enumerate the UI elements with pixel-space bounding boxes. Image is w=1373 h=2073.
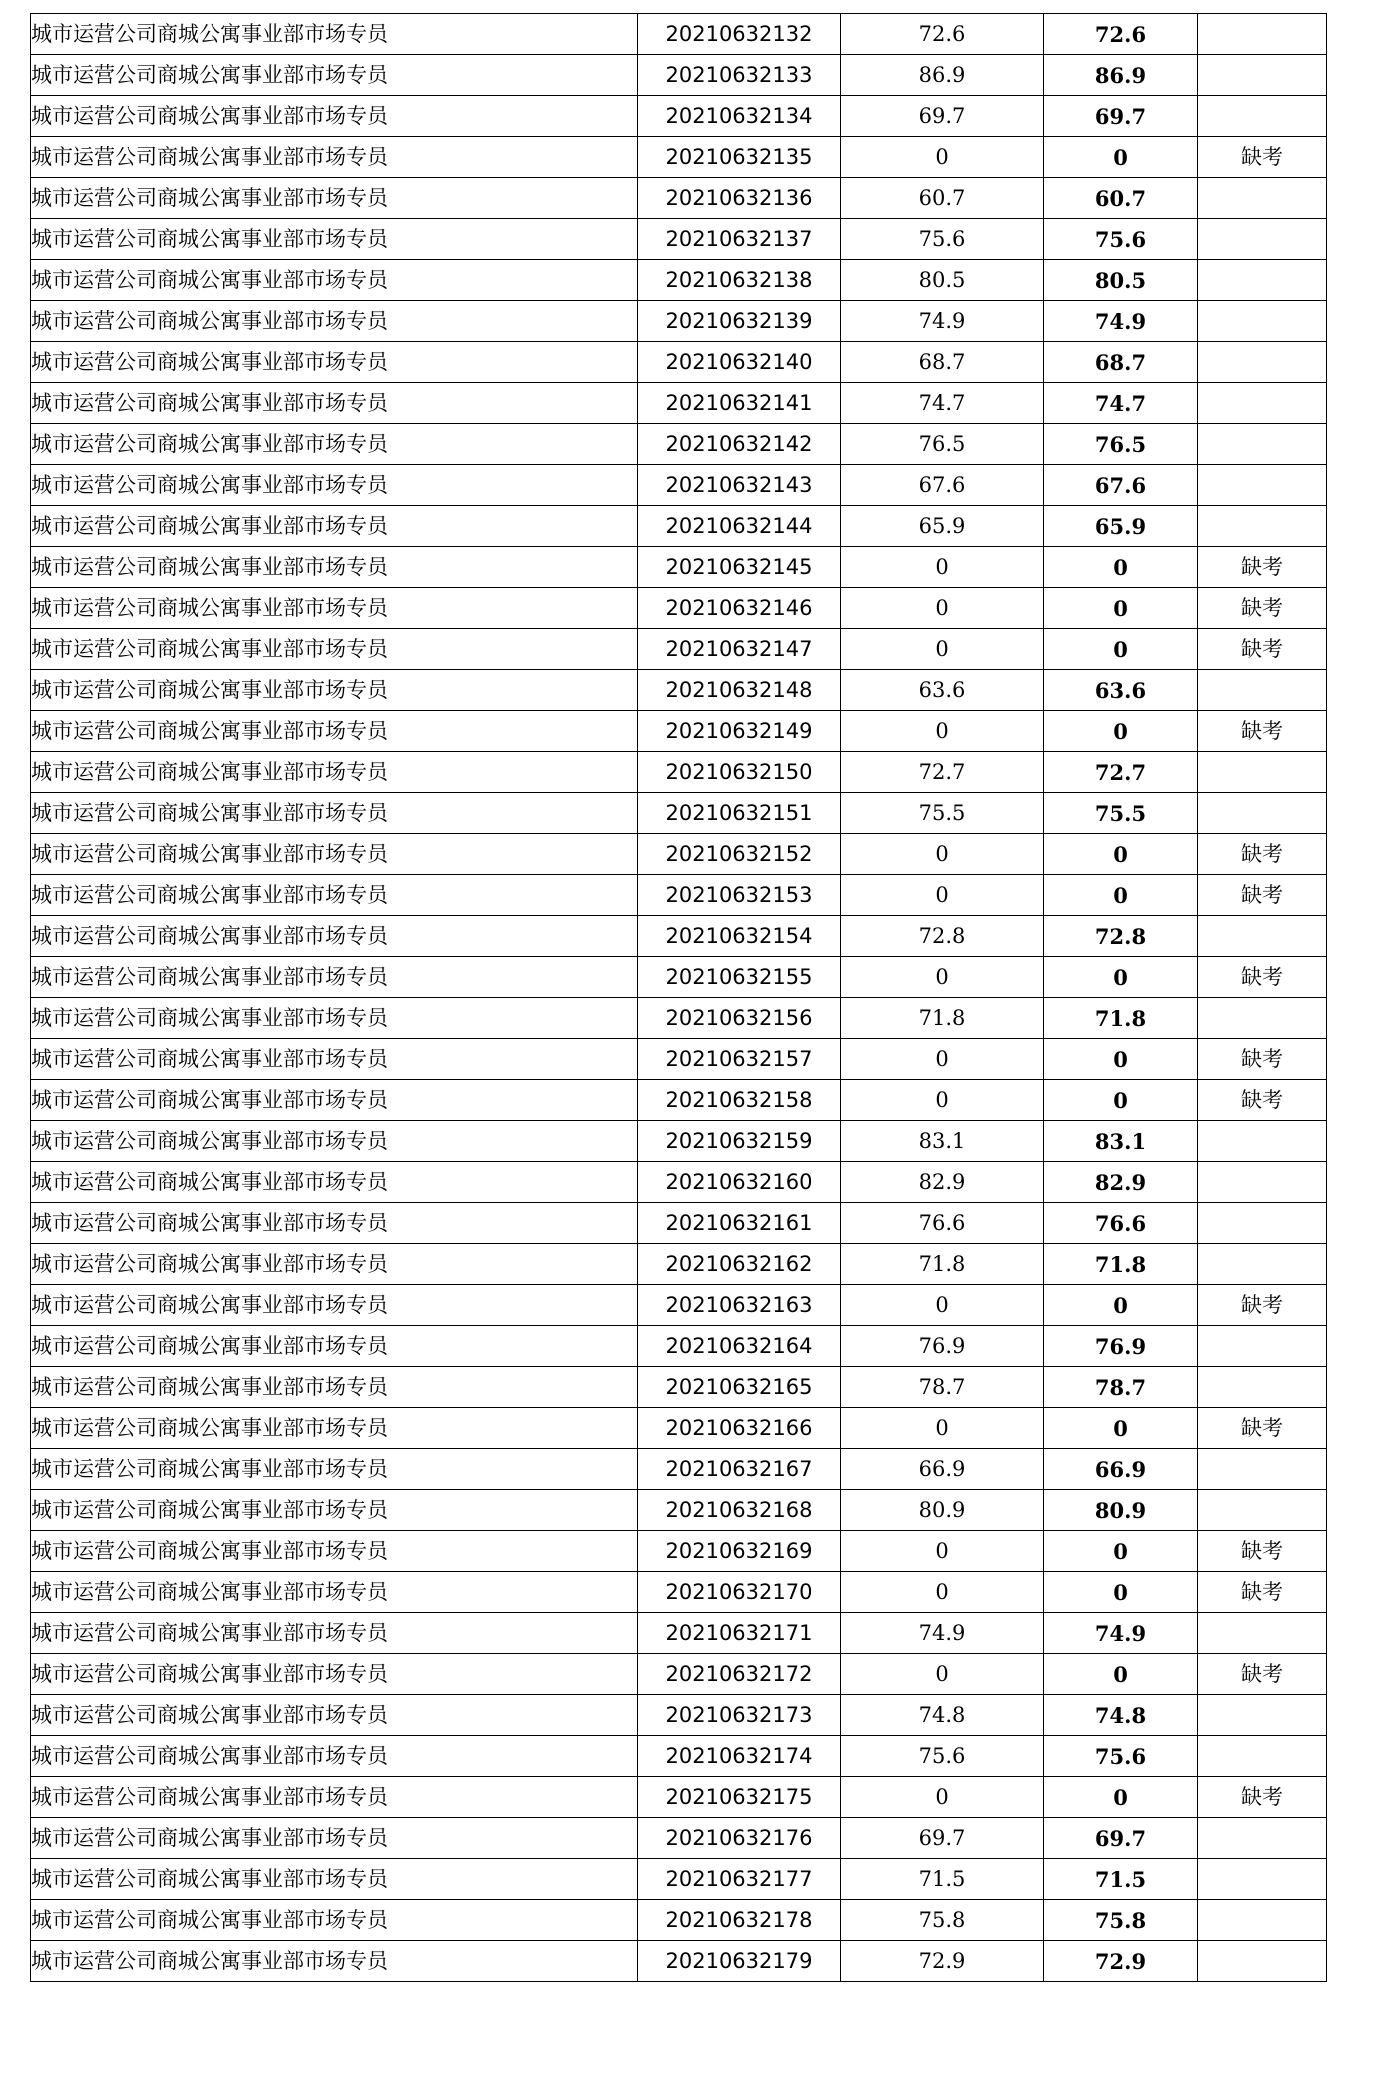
table-row <box>31 670 1327 711</box>
written-score-cell: 72.6 <box>841 14 1044 55</box>
table-row <box>31 424 1327 465</box>
note-cell: 缺考 <box>1198 1285 1327 1326</box>
table-row <box>31 1367 1327 1408</box>
total-score-cell: 66.9 <box>1044 1449 1198 1490</box>
note-cell <box>1198 1941 1327 1982</box>
exam-id-cell: 20210632164 <box>638 1326 841 1367</box>
table-row <box>31 506 1327 547</box>
note-cell <box>1198 1326 1327 1367</box>
written-score-cell: 71.5 <box>841 1859 1044 1900</box>
total-score-cell: 74.7 <box>1044 383 1198 424</box>
position-cell: 城市运营公司商城公寓事业部市场专员 <box>31 1572 638 1613</box>
note-cell: 缺考 <box>1198 1408 1327 1449</box>
note-cell <box>1198 301 1327 342</box>
table-row <box>31 1900 1327 1941</box>
written-score-cell: 80.5 <box>841 260 1044 301</box>
total-score-cell: 76.5 <box>1044 424 1198 465</box>
exam-id-cell: 20210632178 <box>638 1900 841 1941</box>
note-cell <box>1198 1162 1327 1203</box>
total-score-cell: 72.9 <box>1044 1941 1198 1982</box>
exam-id-cell: 20210632169 <box>638 1531 841 1572</box>
written-score-cell: 67.6 <box>841 465 1044 506</box>
position-cell: 城市运营公司商城公寓事业部市场专员 <box>31 711 638 752</box>
position-cell: 城市运营公司商城公寓事业部市场专员 <box>31 588 638 629</box>
position-cell: 城市运营公司商城公寓事业部市场专员 <box>31 793 638 834</box>
position-cell: 城市运营公司商城公寓事业部市场专员 <box>31 1203 638 1244</box>
table-row <box>31 342 1327 383</box>
written-score-cell: 0 <box>841 711 1044 752</box>
note-cell: 缺考 <box>1198 711 1327 752</box>
table-row <box>31 96 1327 137</box>
note-cell <box>1198 178 1327 219</box>
written-score-cell: 69.7 <box>841 1818 1044 1859</box>
note-cell <box>1198 1613 1327 1654</box>
table-row <box>31 998 1327 1039</box>
score-table-body <box>31 14 1327 1982</box>
note-cell <box>1198 793 1327 834</box>
written-score-cell: 80.9 <box>841 1490 1044 1531</box>
total-score-cell: 76.9 <box>1044 1326 1198 1367</box>
table-row <box>31 14 1327 55</box>
exam-id-cell: 20210632148 <box>638 670 841 711</box>
exam-id-cell: 20210632161 <box>638 1203 841 1244</box>
total-score-cell: 80.9 <box>1044 1490 1198 1531</box>
note-cell <box>1198 383 1327 424</box>
total-score-cell: 72.8 <box>1044 916 1198 957</box>
exam-id-cell: 20210632135 <box>638 137 841 178</box>
table-row <box>31 1572 1327 1613</box>
table-row <box>31 1408 1327 1449</box>
exam-id-cell: 20210632153 <box>638 875 841 916</box>
note-cell <box>1198 1695 1327 1736</box>
exam-id-cell: 20210632152 <box>638 834 841 875</box>
note-cell: 缺考 <box>1198 1080 1327 1121</box>
position-cell: 城市运营公司商城公寓事业部市场专员 <box>31 1613 638 1654</box>
table-row <box>31 1039 1327 1080</box>
exam-id-cell: 20210632137 <box>638 219 841 260</box>
note-cell <box>1198 998 1327 1039</box>
table-row <box>31 916 1327 957</box>
exam-id-cell: 20210632151 <box>638 793 841 834</box>
exam-id-cell: 20210632144 <box>638 506 841 547</box>
total-score-cell: 75.8 <box>1044 1900 1198 1941</box>
written-score-cell: 76.5 <box>841 424 1044 465</box>
total-score-cell: 71.8 <box>1044 1244 1198 1285</box>
total-score-cell: 74.9 <box>1044 301 1198 342</box>
position-cell: 城市运营公司商城公寓事业部市场专员 <box>31 1736 638 1777</box>
exam-id-cell: 20210632146 <box>638 588 841 629</box>
exam-id-cell: 20210632177 <box>638 1859 841 1900</box>
total-score-cell: 63.6 <box>1044 670 1198 711</box>
written-score-cell: 0 <box>841 875 1044 916</box>
exam-id-cell: 20210632156 <box>638 998 841 1039</box>
table-row <box>31 1695 1327 1736</box>
exam-id-cell: 20210632155 <box>638 957 841 998</box>
exam-id-cell: 20210632142 <box>638 424 841 465</box>
total-score-cell: 0 <box>1044 1039 1198 1080</box>
exam-id-cell: 20210632173 <box>638 1695 841 1736</box>
table-row <box>31 1736 1327 1777</box>
table-row <box>31 793 1327 834</box>
note-cell: 缺考 <box>1198 834 1327 875</box>
position-cell: 城市运营公司商城公寓事业部市场专员 <box>31 178 638 219</box>
written-score-cell: 76.9 <box>841 1326 1044 1367</box>
table-row <box>31 1162 1327 1203</box>
position-cell: 城市运营公司商城公寓事业部市场专员 <box>31 219 638 260</box>
exam-id-cell: 20210632139 <box>638 301 841 342</box>
note-cell: 缺考 <box>1198 1654 1327 1695</box>
note-cell <box>1198 424 1327 465</box>
written-score-cell: 74.9 <box>841 301 1044 342</box>
note-cell <box>1198 1449 1327 1490</box>
total-score-cell: 65.9 <box>1044 506 1198 547</box>
total-score-cell: 71.8 <box>1044 998 1198 1039</box>
total-score-cell: 0 <box>1044 629 1198 670</box>
position-cell: 城市运营公司商城公寓事业部市场专员 <box>31 424 638 465</box>
exam-id-cell: 20210632138 <box>638 260 841 301</box>
written-score-cell: 72.7 <box>841 752 1044 793</box>
total-score-cell: 82.9 <box>1044 1162 1198 1203</box>
exam-id-cell: 20210632175 <box>638 1777 841 1818</box>
note-cell: 缺考 <box>1198 957 1327 998</box>
position-cell: 城市运营公司商城公寓事业部市场专员 <box>31 957 638 998</box>
total-score-cell: 0 <box>1044 875 1198 916</box>
note-cell: 缺考 <box>1198 1039 1327 1080</box>
note-cell <box>1198 1244 1327 1285</box>
position-cell: 城市运营公司商城公寓事业部市场专员 <box>31 260 638 301</box>
note-cell <box>1198 96 1327 137</box>
table-row <box>31 137 1327 178</box>
written-score-cell: 0 <box>841 1572 1044 1613</box>
total-score-cell: 80.5 <box>1044 260 1198 301</box>
note-cell: 缺考 <box>1198 875 1327 916</box>
table-row <box>31 1203 1327 1244</box>
table-row <box>31 834 1327 875</box>
note-cell: 缺考 <box>1198 1531 1327 1572</box>
table-row <box>31 1490 1327 1531</box>
written-score-cell: 72.9 <box>841 1941 1044 1982</box>
note-cell <box>1198 1859 1327 1900</box>
position-cell: 城市运营公司商城公寓事业部市场专员 <box>31 1695 638 1736</box>
written-score-cell: 83.1 <box>841 1121 1044 1162</box>
note-cell <box>1198 1490 1327 1531</box>
total-score-cell: 0 <box>1044 1572 1198 1613</box>
score-table <box>30 13 1327 1982</box>
position-cell: 城市运营公司商城公寓事业部市场专员 <box>31 547 638 588</box>
table-row <box>31 1941 1327 1982</box>
position-cell: 城市运营公司商城公寓事业部市场专员 <box>31 1285 638 1326</box>
position-cell: 城市运营公司商城公寓事业部市场专员 <box>31 834 638 875</box>
written-score-cell: 63.6 <box>841 670 1044 711</box>
note-cell <box>1198 670 1327 711</box>
written-score-cell: 0 <box>841 834 1044 875</box>
exam-id-cell: 20210632143 <box>638 465 841 506</box>
table-row <box>31 1244 1327 1285</box>
exam-id-cell: 20210632147 <box>638 629 841 670</box>
total-score-cell: 0 <box>1044 957 1198 998</box>
written-score-cell: 0 <box>841 629 1044 670</box>
table-row <box>31 1080 1327 1121</box>
position-cell: 城市运营公司商城公寓事业部市场专员 <box>31 1531 638 1572</box>
position-cell: 城市运营公司商城公寓事业部市场专员 <box>31 1039 638 1080</box>
total-score-cell: 69.7 <box>1044 96 1198 137</box>
total-score-cell: 72.6 <box>1044 14 1198 55</box>
table-row <box>31 465 1327 506</box>
written-score-cell: 0 <box>841 1080 1044 1121</box>
written-score-cell: 82.9 <box>841 1162 1044 1203</box>
table-row <box>31 1449 1327 1490</box>
note-cell: 缺考 <box>1198 137 1327 178</box>
position-cell: 城市运营公司商城公寓事业部市场专员 <box>31 55 638 96</box>
score-sheet <box>30 13 1326 1982</box>
exam-id-cell: 20210632149 <box>638 711 841 752</box>
written-score-cell: 0 <box>841 588 1044 629</box>
note-cell <box>1198 342 1327 383</box>
note-cell <box>1198 1367 1327 1408</box>
table-row <box>31 629 1327 670</box>
total-score-cell: 0 <box>1044 588 1198 629</box>
written-score-cell: 75.5 <box>841 793 1044 834</box>
note-cell: 缺考 <box>1198 1777 1327 1818</box>
written-score-cell: 68.7 <box>841 342 1044 383</box>
table-row <box>31 588 1327 629</box>
note-cell <box>1198 260 1327 301</box>
table-row <box>31 301 1327 342</box>
written-score-cell: 60.7 <box>841 178 1044 219</box>
table-row <box>31 1818 1327 1859</box>
position-cell: 城市运营公司商城公寓事业部市场专员 <box>31 301 638 342</box>
note-cell <box>1198 55 1327 96</box>
exam-id-cell: 20210632154 <box>638 916 841 957</box>
total-score-cell: 75.6 <box>1044 1736 1198 1777</box>
position-cell: 城市运营公司商城公寓事业部市场专员 <box>31 1859 638 1900</box>
table-row <box>31 1777 1327 1818</box>
position-cell: 城市运营公司商城公寓事业部市场专员 <box>31 1408 638 1449</box>
exam-id-cell: 20210632172 <box>638 1654 841 1695</box>
total-score-cell: 67.6 <box>1044 465 1198 506</box>
exam-id-cell: 20210632165 <box>638 1367 841 1408</box>
position-cell: 城市运营公司商城公寓事业部市场专员 <box>31 1367 638 1408</box>
total-score-cell: 76.6 <box>1044 1203 1198 1244</box>
note-cell: 缺考 <box>1198 588 1327 629</box>
written-score-cell: 65.9 <box>841 506 1044 547</box>
table-row <box>31 1859 1327 1900</box>
note-cell <box>1198 465 1327 506</box>
exam-id-cell: 20210632133 <box>638 55 841 96</box>
exam-id-cell: 20210632157 <box>638 1039 841 1080</box>
total-score-cell: 0 <box>1044 137 1198 178</box>
table-row <box>31 178 1327 219</box>
note-cell: 缺考 <box>1198 1572 1327 1613</box>
exam-id-cell: 20210632132 <box>638 14 841 55</box>
written-score-cell: 69.7 <box>841 96 1044 137</box>
position-cell: 城市运营公司商城公寓事业部市场专员 <box>31 506 638 547</box>
note-cell: 缺考 <box>1198 629 1327 670</box>
position-cell: 城市运营公司商城公寓事业部市场专员 <box>31 1449 638 1490</box>
position-cell: 城市运营公司商城公寓事业部市场专员 <box>31 998 638 1039</box>
position-cell: 城市运营公司商城公寓事业部市场专员 <box>31 1941 638 1982</box>
total-score-cell: 71.5 <box>1044 1859 1198 1900</box>
position-cell: 城市运营公司商城公寓事业部市场专员 <box>31 1162 638 1203</box>
exam-id-cell: 20210632160 <box>638 1162 841 1203</box>
total-score-cell: 0 <box>1044 1285 1198 1326</box>
position-cell: 城市运营公司商城公寓事业部市场专员 <box>31 1818 638 1859</box>
position-cell: 城市运营公司商城公寓事业部市场专员 <box>31 1490 638 1531</box>
exam-id-cell: 20210632170 <box>638 1572 841 1613</box>
exam-id-cell: 20210632150 <box>638 752 841 793</box>
total-score-cell: 75.5 <box>1044 793 1198 834</box>
written-score-cell: 71.8 <box>841 998 1044 1039</box>
position-cell: 城市运营公司商城公寓事业部市场专员 <box>31 1080 638 1121</box>
note-cell <box>1198 1121 1327 1162</box>
position-cell: 城市运营公司商城公寓事业部市场专员 <box>31 670 638 711</box>
note-cell <box>1198 1203 1327 1244</box>
written-score-cell: 86.9 <box>841 55 1044 96</box>
total-score-cell: 69.7 <box>1044 1818 1198 1859</box>
position-cell: 城市运营公司商城公寓事业部市场专员 <box>31 752 638 793</box>
total-score-cell: 83.1 <box>1044 1121 1198 1162</box>
note-cell: 缺考 <box>1198 547 1327 588</box>
exam-id-cell: 20210632136 <box>638 178 841 219</box>
total-score-cell: 0 <box>1044 1080 1198 1121</box>
table-row <box>31 1121 1327 1162</box>
written-score-cell: 0 <box>841 547 1044 588</box>
position-cell: 城市运营公司商城公寓事业部市场专员 <box>31 96 638 137</box>
position-cell: 城市运营公司商城公寓事业部市场专员 <box>31 875 638 916</box>
position-cell: 城市运营公司商城公寓事业部市场专员 <box>31 14 638 55</box>
exam-id-cell: 20210632158 <box>638 1080 841 1121</box>
position-cell: 城市运营公司商城公寓事业部市场专员 <box>31 342 638 383</box>
written-score-cell: 71.8 <box>841 1244 1044 1285</box>
total-score-cell: 0 <box>1044 547 1198 588</box>
exam-id-cell: 20210632179 <box>638 1941 841 1982</box>
note-cell <box>1198 219 1327 260</box>
total-score-cell: 0 <box>1044 1654 1198 1695</box>
exam-id-cell: 20210632167 <box>638 1449 841 1490</box>
written-score-cell: 74.8 <box>841 1695 1044 1736</box>
written-score-cell: 74.7 <box>841 383 1044 424</box>
note-cell <box>1198 506 1327 547</box>
position-cell: 城市运营公司商城公寓事业部市场专员 <box>31 916 638 957</box>
table-row <box>31 383 1327 424</box>
note-cell <box>1198 1818 1327 1859</box>
table-row <box>31 752 1327 793</box>
note-cell <box>1198 14 1327 55</box>
exam-id-cell: 20210632163 <box>638 1285 841 1326</box>
total-score-cell: 0 <box>1044 1531 1198 1572</box>
note-cell <box>1198 1900 1327 1941</box>
written-score-cell: 76.6 <box>841 1203 1044 1244</box>
position-cell: 城市运营公司商城公寓事业部市场专员 <box>31 1244 638 1285</box>
total-score-cell: 75.6 <box>1044 219 1198 260</box>
written-score-cell: 0 <box>841 957 1044 998</box>
exam-id-cell: 20210632162 <box>638 1244 841 1285</box>
position-cell: 城市运营公司商城公寓事业部市场专员 <box>31 1777 638 1818</box>
note-cell <box>1198 1736 1327 1777</box>
position-cell: 城市运营公司商城公寓事业部市场专员 <box>31 1121 638 1162</box>
position-cell: 城市运营公司商城公寓事业部市场专员 <box>31 383 638 424</box>
total-score-cell: 78.7 <box>1044 1367 1198 1408</box>
table-row <box>31 219 1327 260</box>
written-score-cell: 75.6 <box>841 219 1044 260</box>
written-score-cell: 0 <box>841 137 1044 178</box>
table-row <box>31 1613 1327 1654</box>
exam-id-cell: 20210632134 <box>638 96 841 137</box>
written-score-cell: 0 <box>841 1654 1044 1695</box>
total-score-cell: 86.9 <box>1044 55 1198 96</box>
written-score-cell: 74.9 <box>841 1613 1044 1654</box>
written-score-cell: 0 <box>841 1777 1044 1818</box>
exam-id-cell: 20210632141 <box>638 383 841 424</box>
table-row <box>31 711 1327 752</box>
position-cell: 城市运营公司商城公寓事业部市场专员 <box>31 465 638 506</box>
position-cell: 城市运营公司商城公寓事业部市场专员 <box>31 1326 638 1367</box>
total-score-cell: 0 <box>1044 834 1198 875</box>
position-cell: 城市运营公司商城公寓事业部市场专员 <box>31 629 638 670</box>
exam-id-cell: 20210632176 <box>638 1818 841 1859</box>
written-score-cell: 75.8 <box>841 1900 1044 1941</box>
total-score-cell: 60.7 <box>1044 178 1198 219</box>
exam-id-cell: 20210632145 <box>638 547 841 588</box>
written-score-cell: 0 <box>841 1285 1044 1326</box>
table-row <box>31 875 1327 916</box>
total-score-cell: 72.7 <box>1044 752 1198 793</box>
written-score-cell: 0 <box>841 1039 1044 1080</box>
total-score-cell: 74.8 <box>1044 1695 1198 1736</box>
note-cell <box>1198 916 1327 957</box>
written-score-cell: 0 <box>841 1531 1044 1572</box>
table-row <box>31 547 1327 588</box>
exam-id-cell: 20210632166 <box>638 1408 841 1449</box>
position-cell: 城市运营公司商城公寓事业部市场专员 <box>31 1654 638 1695</box>
position-cell: 城市运营公司商城公寓事业部市场专员 <box>31 137 638 178</box>
total-score-cell: 74.9 <box>1044 1613 1198 1654</box>
total-score-cell: 68.7 <box>1044 342 1198 383</box>
note-cell <box>1198 752 1327 793</box>
table-row <box>31 1654 1327 1695</box>
table-row <box>31 957 1327 998</box>
total-score-cell: 0 <box>1044 711 1198 752</box>
table-row <box>31 1285 1327 1326</box>
written-score-cell: 75.6 <box>841 1736 1044 1777</box>
total-score-cell: 0 <box>1044 1408 1198 1449</box>
table-row <box>31 1326 1327 1367</box>
written-score-cell: 66.9 <box>841 1449 1044 1490</box>
exam-id-cell: 20210632140 <box>638 342 841 383</box>
exam-id-cell: 20210632159 <box>638 1121 841 1162</box>
written-score-cell: 72.8 <box>841 916 1044 957</box>
written-score-cell: 78.7 <box>841 1367 1044 1408</box>
total-score-cell: 0 <box>1044 1777 1198 1818</box>
written-score-cell: 0 <box>841 1408 1044 1449</box>
table-row <box>31 1531 1327 1572</box>
table-row <box>31 55 1327 96</box>
position-cell: 城市运营公司商城公寓事业部市场专员 <box>31 1900 638 1941</box>
exam-id-cell: 20210632171 <box>638 1613 841 1654</box>
exam-id-cell: 20210632174 <box>638 1736 841 1777</box>
table-row <box>31 260 1327 301</box>
exam-id-cell: 20210632168 <box>638 1490 841 1531</box>
